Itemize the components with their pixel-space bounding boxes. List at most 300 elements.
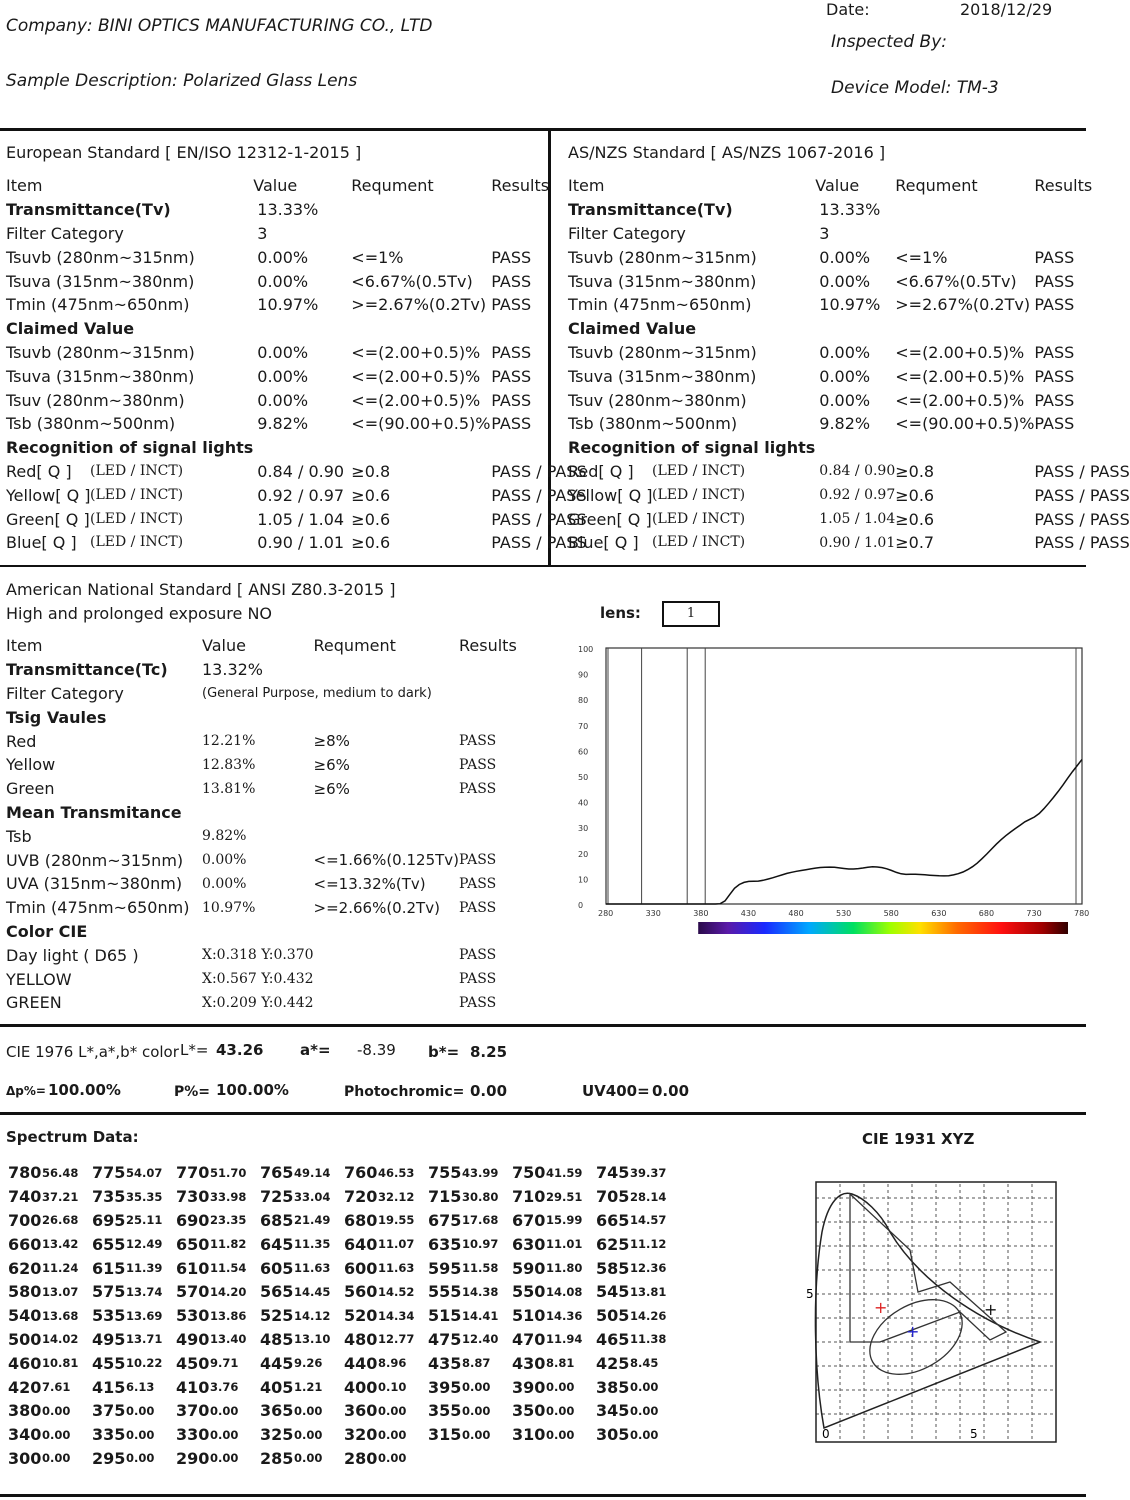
cie-grid xyxy=(816,1184,1056,1442)
row-item-label: Recognition of signal lights xyxy=(568,438,816,458)
wavelength: 380 xyxy=(8,1401,42,1421)
spectrum-row xyxy=(8,1328,680,1352)
table-row xyxy=(568,245,1130,269)
row-item xyxy=(568,317,815,341)
spectrum-row xyxy=(8,1399,680,1423)
date-label: Date: xyxy=(826,0,870,19)
l-label: L*= xyxy=(180,1041,209,1059)
row-res: PASS xyxy=(491,271,532,291)
transmittance-value: 0.00 xyxy=(42,1403,71,1418)
row-item xyxy=(6,507,253,531)
row-value: 13.33% xyxy=(819,200,881,220)
transmittance-value: 0.00 xyxy=(546,1403,575,1418)
table-header xyxy=(568,174,1130,198)
row-res: PASS xyxy=(459,733,497,750)
row-value: 0.00% xyxy=(819,390,871,410)
dp-label: Δp%= xyxy=(6,1084,46,1098)
transmittance-value: 14.34 xyxy=(378,1308,415,1323)
row-item-label: Filter Category xyxy=(6,223,124,243)
row-item xyxy=(6,943,202,967)
row-req xyxy=(314,943,459,967)
row-item-label: Tmin (475nm~650nm) xyxy=(568,295,752,315)
table-row xyxy=(568,222,1130,246)
row-item-label: Tmin (475nm~650nm) xyxy=(6,898,190,918)
y-tick-label: 40 xyxy=(578,798,589,808)
row-value: 9.82% xyxy=(819,414,871,434)
transmittance-value: 1.21 xyxy=(294,1380,323,1395)
row-req: <=(2.00+0.5)% xyxy=(351,366,481,386)
transmittance-curve xyxy=(606,759,1082,904)
transmittance-value: 14.12 xyxy=(294,1308,331,1323)
row-req: <=1% xyxy=(351,247,404,267)
lens-label: lens: xyxy=(600,604,641,622)
wavelength: 565 xyxy=(260,1282,294,1302)
row-value: 12.21% xyxy=(202,733,256,750)
row-value: 12.83% xyxy=(202,756,256,773)
b-label: b*= xyxy=(428,1043,460,1061)
row-value: 13.33% xyxy=(257,200,319,220)
row-req xyxy=(314,991,459,1015)
transmittance-value: 0.10 xyxy=(378,1380,407,1395)
wavelength: 320 xyxy=(344,1425,378,1445)
row-value: 0.90 / 1.01 xyxy=(257,533,345,553)
p-value: 100.00% xyxy=(216,1081,289,1099)
wavelength: 550 xyxy=(512,1282,546,1302)
transmittance-value: 30.80 xyxy=(462,1189,499,1204)
spectrum-row xyxy=(8,1304,680,1328)
row-res xyxy=(1034,222,1129,246)
row-item-label: Claimed Value xyxy=(568,319,697,339)
transmittance-value: 6.13 xyxy=(126,1380,155,1395)
row-req: <=1.66%(0.125Tv) xyxy=(313,851,460,870)
transmittance-value: 15.99 xyxy=(546,1213,583,1228)
column-header: Item xyxy=(6,176,43,196)
wavelength: 590 xyxy=(512,1258,546,1278)
row-value: X:0.318 Y:0.370 xyxy=(202,947,314,964)
row-value xyxy=(815,317,895,341)
row-item xyxy=(6,222,253,246)
wavelength: 735 xyxy=(92,1187,126,1207)
row-item xyxy=(568,364,815,388)
wavelength: 705 xyxy=(596,1187,630,1207)
row-res: PASS xyxy=(1034,366,1075,386)
row-item xyxy=(568,507,815,531)
table-row xyxy=(6,920,559,944)
row-item xyxy=(6,753,202,777)
transmittance-value: 11.54 xyxy=(210,1261,247,1276)
transmittance-value: 3.76 xyxy=(210,1380,239,1395)
transmittance-value: 11.94 xyxy=(546,1332,583,1347)
wavelength: 305 xyxy=(596,1425,630,1445)
column-header: Value xyxy=(202,636,246,656)
row-value xyxy=(815,436,895,460)
transmittance-value: 9.26 xyxy=(294,1356,323,1371)
row-res: PASS xyxy=(459,947,497,964)
row-value: 10.97% xyxy=(257,295,319,315)
row-req: ≥0.6 xyxy=(895,509,935,529)
table-row xyxy=(6,967,559,991)
row-item xyxy=(6,460,253,484)
table-row xyxy=(568,341,1130,365)
table-row xyxy=(568,269,1130,293)
cie1931-title: CIE 1931 XYZ xyxy=(862,1130,975,1148)
wavelength: 700 xyxy=(8,1210,42,1230)
row-item xyxy=(6,531,253,555)
table-row xyxy=(568,531,1130,555)
row-item-label: GREEN xyxy=(6,993,62,1013)
table-row xyxy=(6,777,559,801)
row-item xyxy=(6,729,202,753)
transmittance-value: 14.20 xyxy=(210,1284,247,1299)
wavelength: 585 xyxy=(596,1258,630,1278)
table-row xyxy=(568,460,1130,484)
wavelength: 445 xyxy=(260,1353,294,1373)
transmittance-value: 23.35 xyxy=(210,1213,247,1228)
row-item-label: Claimed Value xyxy=(6,319,135,339)
transmittance-value: 13.42 xyxy=(42,1237,79,1252)
row-res: PASS / PASS xyxy=(491,461,587,481)
row-value: 0.00% xyxy=(257,342,309,362)
row-item-label: Tsuvb (280nm~315nm) xyxy=(6,342,195,362)
wavelength: 440 xyxy=(344,1353,378,1373)
uv400-value: 0.00 xyxy=(652,1082,690,1100)
table-row xyxy=(568,507,1130,531)
row-item xyxy=(6,317,253,341)
row-req: <=(90.00+0.5)% xyxy=(895,414,1035,434)
transmittance-value: 19.55 xyxy=(378,1213,415,1228)
row-item-label: Filter Category xyxy=(6,683,124,703)
cie-signal-region xyxy=(850,1194,1006,1342)
row-item-label: Day light ( D65 ) xyxy=(6,945,139,965)
a-value: -8.39 xyxy=(357,1041,396,1059)
transmittance-value: 0.00 xyxy=(210,1427,239,1442)
wavelength: 765 xyxy=(260,1163,294,1183)
row-value: 9.82% xyxy=(257,414,309,434)
wavelength: 360 xyxy=(344,1401,378,1421)
row-value xyxy=(253,436,351,460)
transmittance-value: 12.40 xyxy=(462,1332,499,1347)
table-row xyxy=(568,364,1130,388)
transmittance-value: 21.49 xyxy=(294,1213,331,1228)
x-tick-label: 580 xyxy=(883,909,899,918)
transmittance-value: 12.77 xyxy=(378,1332,415,1347)
row-item-sub: (LED / INCT) xyxy=(652,486,746,503)
wavelength: 355 xyxy=(428,1401,462,1421)
wavelength: 710 xyxy=(512,1187,546,1207)
column-header: Value xyxy=(253,176,298,196)
transmittance-value: 0.00 xyxy=(42,1451,71,1466)
table-row xyxy=(6,222,591,246)
row-res: PASS / PASS xyxy=(1034,509,1130,529)
red-point-marker: + xyxy=(874,1298,888,1317)
transmittance-value: 13.40 xyxy=(210,1332,247,1347)
row-item-sub: (LED / INCT) xyxy=(652,510,746,527)
table-row xyxy=(6,531,591,555)
transmittance-value: 8.81 xyxy=(546,1356,575,1371)
y-tick-label: 10 xyxy=(578,875,589,885)
y-tick-label: 0 xyxy=(578,901,584,910)
row-res: PASS xyxy=(1034,390,1075,410)
lens-field[interactable]: 1 xyxy=(662,601,720,627)
row-value xyxy=(202,920,314,944)
wavelength: 335 xyxy=(92,1425,126,1445)
x-tick-label: 280 xyxy=(598,909,614,918)
transmittance-value: 0.00 xyxy=(126,1403,155,1418)
row-res: PASS / PASS xyxy=(491,485,587,505)
row-value: 0.84 / 0.90 xyxy=(257,461,345,481)
wavelength: 540 xyxy=(8,1306,42,1326)
row-value: 3 xyxy=(257,223,268,243)
transmittance-value: 11.12 xyxy=(630,1237,667,1252)
transmittance-value: 33.04 xyxy=(294,1189,331,1204)
wavelength: 520 xyxy=(344,1306,378,1326)
table-row xyxy=(6,412,591,436)
l-value: 43.26 xyxy=(216,1041,264,1059)
wavelength: 455 xyxy=(92,1353,126,1373)
wavelength: 280 xyxy=(344,1448,378,1468)
row-value: 13.32% xyxy=(202,660,264,680)
table-row xyxy=(6,801,559,825)
spectrum-row xyxy=(8,1256,680,1280)
row-res: PASS xyxy=(1034,247,1075,267)
cie1931-diagram xyxy=(800,1172,1070,1452)
spectrum-row xyxy=(8,1161,680,1185)
row-res: PASS / PASS xyxy=(491,533,587,553)
row-res: PASS xyxy=(1034,414,1075,434)
row-value: 1.05 / 1.04 xyxy=(257,509,345,529)
wavelength: 645 xyxy=(260,1234,294,1254)
wavelength: 450 xyxy=(176,1353,210,1373)
transmittance-value: 26.68 xyxy=(42,1213,79,1228)
transmittance-value: 0.00 xyxy=(546,1427,575,1442)
black-point-marker: + xyxy=(984,1300,998,1319)
row-req xyxy=(895,198,1034,222)
spectrum-table xyxy=(8,1161,680,1470)
transmittance-value: 13.68 xyxy=(42,1308,79,1323)
wavelength: 660 xyxy=(8,1234,42,1254)
wavelength: 560 xyxy=(344,1282,378,1302)
row-req: <=(2.00+0.5)% xyxy=(351,390,481,410)
wavelength: 690 xyxy=(176,1210,210,1230)
wavelength: 345 xyxy=(596,1401,630,1421)
table-row xyxy=(6,269,591,293)
row-res: PASS xyxy=(491,390,532,410)
transmittance-value: 10.81 xyxy=(42,1356,79,1371)
row-value: 0.00% xyxy=(819,247,871,267)
row-req xyxy=(314,920,459,944)
inspected-by: Inspected By: xyxy=(831,32,948,52)
divider-ansi-bottom xyxy=(0,1024,1086,1027)
transmittance-value: 11.39 xyxy=(126,1261,163,1276)
dp-value: 100.00% xyxy=(48,1081,121,1099)
wavelength: 730 xyxy=(176,1187,210,1207)
row-req xyxy=(314,967,459,991)
row-item xyxy=(568,245,815,269)
table-row xyxy=(568,388,1130,412)
row-res: PASS xyxy=(459,971,497,988)
x-tick-label: 330 xyxy=(645,909,661,918)
row-item-label: Recognition of signal lights xyxy=(6,438,254,458)
row-item-label: Tsuvb (280nm~315nm) xyxy=(568,342,757,362)
row-item-label: Green[ Q ] xyxy=(568,509,652,529)
row-value: 10.97% xyxy=(819,295,881,315)
divider-mid xyxy=(0,565,1086,567)
row-item-label: Blue[ Q ] xyxy=(6,533,77,553)
wavelength: 375 xyxy=(92,1401,126,1421)
row-item xyxy=(568,198,815,222)
transmittance-value: 14.52 xyxy=(378,1284,415,1299)
row-value xyxy=(253,317,351,341)
transmittance-value: 13.69 xyxy=(126,1308,163,1323)
wavelength: 675 xyxy=(428,1210,462,1230)
row-value: 0.00% xyxy=(819,271,871,291)
row-req xyxy=(351,317,491,341)
table-row xyxy=(6,245,591,269)
row-item-label: Tsb (380nm~500nm) xyxy=(568,414,738,434)
wavelength: 615 xyxy=(92,1258,126,1278)
row-item-label: Yellow[ Q ] xyxy=(6,485,91,505)
sample-description: Sample Description: Polarized Glass Lens xyxy=(6,71,358,91)
table-row xyxy=(568,412,1130,436)
wavelength: 595 xyxy=(428,1258,462,1278)
y-tick-label: 30 xyxy=(578,824,589,834)
wavelength: 640 xyxy=(344,1234,378,1254)
transmittance-value: 46.53 xyxy=(378,1165,415,1180)
divider-top xyxy=(0,128,1086,131)
table-row xyxy=(6,682,559,706)
transmittance-chart xyxy=(548,636,1090,938)
transmittance-value: 28.14 xyxy=(630,1189,667,1204)
divider-metrics-bottom xyxy=(0,1112,1086,1115)
row-item xyxy=(6,436,253,460)
row-req: ≥0.7 xyxy=(895,533,935,553)
wavelength: 405 xyxy=(260,1377,294,1397)
row-req: <=(2.00+0.5)% xyxy=(895,366,1025,386)
row-res: PASS / PASS xyxy=(491,509,587,529)
transmittance-value: 13.10 xyxy=(294,1332,331,1347)
transmittance-value: 0.00 xyxy=(462,1427,491,1442)
uv400-label: UV400= xyxy=(582,1082,650,1100)
row-res xyxy=(459,801,559,825)
table-row xyxy=(6,507,591,531)
transmittance-value: 0.00 xyxy=(630,1380,659,1395)
wavelength: 655 xyxy=(92,1234,126,1254)
transmittance-value: 10.22 xyxy=(126,1356,163,1371)
wavelength: 580 xyxy=(8,1282,42,1302)
row-item-label: Tsuvb (280nm~315nm) xyxy=(568,247,757,267)
row-req xyxy=(314,801,459,825)
wavelength: 325 xyxy=(260,1425,294,1445)
wavelength: 300 xyxy=(8,1448,42,1468)
table-row xyxy=(6,341,591,365)
table-row xyxy=(6,896,559,920)
row-value xyxy=(202,705,314,729)
wavelength: 695 xyxy=(92,1210,126,1230)
wavelength: 635 xyxy=(428,1234,462,1254)
row-item xyxy=(6,483,253,507)
row-req xyxy=(314,824,459,848)
transmittance-value: 0.00 xyxy=(546,1380,575,1395)
column-header: Item xyxy=(568,176,605,196)
row-req: <6.67%(0.5Tv) xyxy=(895,271,1017,291)
transmittance-value: 56.48 xyxy=(42,1165,79,1180)
y-tick-label: 100 xyxy=(578,645,594,654)
wavelength: 315 xyxy=(428,1425,462,1445)
row-value: X:0.567 Y:0.432 xyxy=(202,971,314,988)
wavelength: 760 xyxy=(344,1163,378,1183)
transmittance-value: 11.35 xyxy=(294,1237,331,1252)
a-label: a*= xyxy=(300,1041,331,1059)
transmittance-value: 8.96 xyxy=(378,1356,407,1371)
row-item xyxy=(568,436,815,460)
wavelength: 495 xyxy=(92,1329,126,1349)
table-header xyxy=(6,174,591,198)
wavelength: 370 xyxy=(176,1401,210,1421)
row-value: X:0.209 Y:0.442 xyxy=(202,994,314,1011)
row-req: <=(2.00+0.5)% xyxy=(895,390,1025,410)
transmittance-value: 25.11 xyxy=(126,1213,163,1228)
spectrum-title: Spectrum Data: xyxy=(6,1128,139,1146)
wavelength: 385 xyxy=(596,1377,630,1397)
table-row xyxy=(6,729,559,753)
row-value xyxy=(202,801,314,825)
table-row xyxy=(568,317,1130,341)
table-row xyxy=(6,317,591,341)
row-item xyxy=(6,245,253,269)
table-row xyxy=(6,705,559,729)
row-res: PASS xyxy=(459,852,497,869)
row-item-label: Tmin (475nm~650nm) xyxy=(6,295,190,315)
row-value: (General Purpose, medium to dark) xyxy=(202,685,432,701)
x-tick-label: 680 xyxy=(978,909,995,918)
x-tick-label: 480 xyxy=(788,909,804,918)
wavelength: 755 xyxy=(428,1163,462,1183)
row-item-label: Yellow[ Q ] xyxy=(568,485,653,505)
row-item xyxy=(6,341,253,365)
row-item xyxy=(568,531,815,555)
row-item-label: UVB (280nm~315nm) xyxy=(6,850,184,870)
row-req xyxy=(314,705,459,729)
table-row xyxy=(6,848,559,872)
row-value: 0.00% xyxy=(257,366,309,386)
row-res: PASS xyxy=(459,875,497,892)
table-header xyxy=(6,634,559,658)
spectrum-row xyxy=(8,1209,680,1233)
row-item-label: Tsuvb (280nm~315nm) xyxy=(6,247,195,267)
transmittance-value: 32.12 xyxy=(378,1189,415,1204)
row-item-label: Tsb (380nm~500nm) xyxy=(6,414,176,434)
transmittance-value: 11.24 xyxy=(42,1261,79,1276)
column-header: Requment xyxy=(313,636,396,656)
y-tick-label: 90 xyxy=(578,670,589,680)
row-value: 0.00% xyxy=(202,852,247,869)
transmittance-value: 0.00 xyxy=(294,1451,323,1466)
table-row xyxy=(6,460,591,484)
transmittance-value: 9.71 xyxy=(210,1356,239,1371)
row-req: ≥6% xyxy=(313,779,350,798)
wavelength: 295 xyxy=(92,1448,126,1468)
cie-origin: 0 xyxy=(822,1427,830,1441)
transmittance-value: 13.81 xyxy=(630,1284,667,1299)
wavelength: 530 xyxy=(176,1306,210,1326)
spectrum-row xyxy=(8,1280,680,1304)
wavelength: 745 xyxy=(596,1163,630,1183)
row-item xyxy=(568,341,815,365)
row-value: 0.92 / 0.97 xyxy=(819,487,896,504)
photochromic-label: Photochromic= xyxy=(344,1084,465,1100)
transmittance-value: 11.63 xyxy=(378,1261,415,1276)
row-value: 9.82% xyxy=(202,828,247,845)
